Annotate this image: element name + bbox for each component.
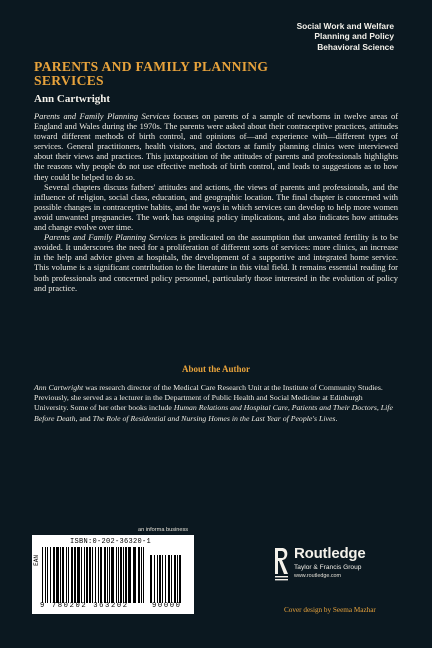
other-books: The Role of Residential and Nursing Homes in the Last Year of People's Lives: [92, 413, 336, 423]
paragraph-text: focuses on parents of a sample of newborns in twelve areas of England and Wales during the 1970s. The parents were asked about their contraceptive practices, attitudes toward different methods of birth control, and opinions of—and experience with—different types of services. General practitioners, health visitors, and doctors at family planning clinics were interviewed about their views and practices. This juxtaposition of the attitudes of parents and professionals highlights the reasons why people do not use effective methods of birth control, and leads to suggestions as to how they could be helped to do so.: [34, 111, 398, 182]
ean-label: EAN: [33, 555, 40, 566]
book-title-italic: Parents and Family Planning Services: [44, 232, 178, 243]
paragraph-text: is predicated on the assumption that unwanted fertility is to be avoided. It underscores the need for a proliferation of different sorts of services: more clinics, an increase in the help and advice given at hospitals, the development of a supportive and integrated home service. This volume is a significant contribution to the literature in this vital field. It remains essential reading for both professionals and concerned policy personnel, particularly those interested in the evolution of policy and practice.: [34, 232, 398, 293]
book-title-line: PARENTS AND FAMILY PLANNING: [34, 59, 269, 74]
barcode-digits: [40, 602, 188, 610]
publisher-logo: [272, 544, 412, 584]
informa-tagline: an informa business: [138, 527, 189, 533]
description: [34, 111, 398, 293]
other-books: Human Relations and Hospital Care, Patients and Their Doctors, Life Before Death: [34, 403, 393, 423]
addon-digits: 90000: [152, 602, 182, 610]
description-paragraph: Several chapters discuss fathers' attitudes and actions, the views of parents and professionals, and the influence of religion, social class, education, and geographic location. The final chapter is concerned with possible changes in contraceptive habits, and the ways in which services can develop to help more women avoid unwanted pregnancies. The work has ongoing policy implications, and also indicates how attitudes and change evolve over time.: [34, 181, 398, 233]
author-name: Ann Cartwright: [34, 93, 111, 105]
isbn-label: ISBN:0-202-36320-1: [70, 538, 152, 546]
publisher-name: Routledge: [294, 545, 366, 562]
ean-digits: 9 780202 363202: [40, 602, 129, 610]
about-author-text: [34, 383, 396, 424]
author-name-italic: Ann Cartwright: [34, 383, 84, 392]
barcode-bars: [40, 547, 182, 603]
subject-category: Social Work and Welfare: [296, 21, 394, 31]
cover-design-credit: Cover design by Seema Mazhar: [284, 606, 376, 614]
subject-category: Behavioral Science: [317, 41, 394, 52]
about-text: was research director of the Medical Care Research Unit at the Institute of Community Studies. Previously, she served as a lecturer in the Department of Public Health and Social Medicine at Edinburgh University. Some of her other books include: [34, 383, 383, 413]
routledge-r-icon: [272, 544, 290, 584]
about-text: , and: [75, 413, 93, 423]
description-paragraph: [34, 232, 398, 293]
about-text: .: [335, 413, 338, 423]
book-title: [34, 60, 364, 89]
description-paragraph: [34, 111, 398, 182]
barcode: [32, 535, 194, 614]
about-author-heading: About the Author: [181, 364, 250, 374]
subject-category: Planning and Policy: [314, 31, 394, 42]
book-title-line: SERVICES: [34, 73, 104, 89]
subject-categories: [297, 21, 394, 52]
barcode-bars-graphic: [40, 547, 182, 603]
publisher-url: www.routledge.com: [294, 573, 342, 579]
book-title-italic: Parents and Family Planning Services: [34, 111, 170, 121]
publisher-group: Taylor & Francis Group: [294, 564, 362, 571]
